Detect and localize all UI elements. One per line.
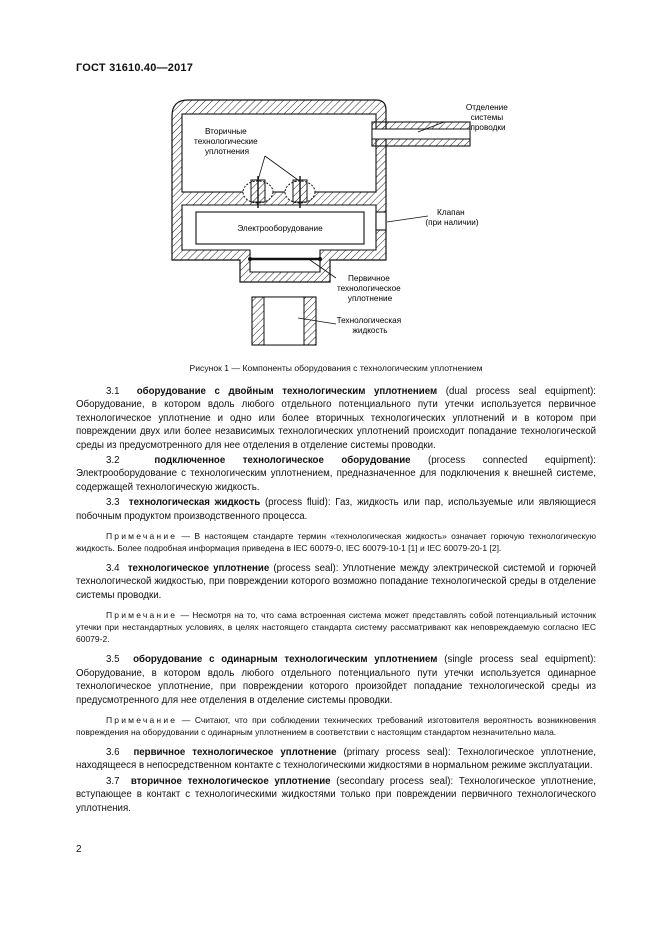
term-3-2: 3.2 подключенное технологическое оборудование (process connected equipment): Электрооборудование с технологическим уплотнением, предназначенное для подключения к внешней системе, содержащей технологическую жидкость. — [76, 455, 596, 493]
figure-caption: Рисунок 1 — Компоненты оборудования с технологическим уплотнением — [189, 363, 483, 373]
term-3-7: 3.7 вторичное технологическое уплотнение (secondary process seal): Технологическое уплотнение, вступающее в контакт с технологическими жидкостями только при повреждении первичного технологического уплотнения. — [76, 775, 596, 814]
term-3-3: 3.3 технологическая жидкость (process fluid): Газ, жидкость или пар, используемые или являющиеся побочным продуктом производственного процесса. — [76, 497, 596, 522]
note-2: Примечание — Несмотря на то, что сама встроенная система может представлять собой потенциальный источник утечки при нестандартных условиях, в целях настоящего стандарта систему рассматривают как неповреждаемую согласно IEC 60079-2. — [76, 610, 596, 645]
terms-body — [76, 385, 596, 817]
label-electro: Электрооборудование — [237, 224, 323, 233]
label-process-fluid: Технологическая жидкость — [336, 316, 402, 335]
page-header: ГОСТ 31610.40—2017 — [76, 62, 194, 74]
term-3-1: 3.1 оборудование с двойным технологическим уплотнением (dual process seal equipment): Оборудование, в котором вдоль любого отдельного потенциального пути утечки используется первичное технологическое уплотнение и одно или более вторичных технологических уплотнений и в котором при повреждении двух или более независимых технологических уплотнений происходит попадание технологической среды из предусмотренного для нее отделения в отделение системы проводки. — [76, 386, 596, 451]
note-1: Примечание — В настоящем стандарте термин «технологическая жидкость» означает горючую технологическую жидкость. Более подробная информация приведена в IEC 60079-0, IEC 60079-10-1 [1] и IEC 60079-20-1 [2]. — [76, 531, 596, 554]
term-3-6: 3.6 первичное технологическое уплотнение (primary process seal): Технологическое уплотнение, находящееся в непосредственном контакте с технологическими жидкостями в нормальном режиме эксплуатации. — [76, 746, 596, 772]
term-3-5: 3.5 оборудование с одинарным технологическим уплотнением (single process seal equipment): Оборудование, в котором вдоль любого отдельного потенциального пути утечки используется одинарное технологическое уплотнение, при повреждении которого произойдет попадание технологической среды из предусмотренного для нее отделения в отделение системы проводки. — [76, 654, 597, 706]
valve — [376, 212, 386, 230]
term-3-4: 3.4 технологическое уплотнение (process seal): Уплотнение между электрической системой и горючей технологической жидкостью, при повреждении которого возможно попадание технологической среды в отделение системы проводки. — [76, 563, 596, 601]
label-wiring: Отделение системы проводки — [465, 103, 508, 132]
label-secondary-seals: Вторичные технологические уплотнения — [194, 127, 258, 156]
equipment-diagram — [150, 92, 530, 350]
figure-1 — [150, 92, 530, 350]
label-primary-seal: Первичное технологическое уплотнение — [337, 274, 401, 303]
label-valve: Клапан (при наличии) — [425, 208, 479, 227]
page-number: 2 — [76, 844, 82, 855]
note-3: Примечание — Считают, что при соблюдении технических требований изготовителя вероятность возникновения повреждения на оборудовании с одинарным уплотнением в соответствии с настоящим стандартом незначительно мала. — [76, 714, 596, 737]
